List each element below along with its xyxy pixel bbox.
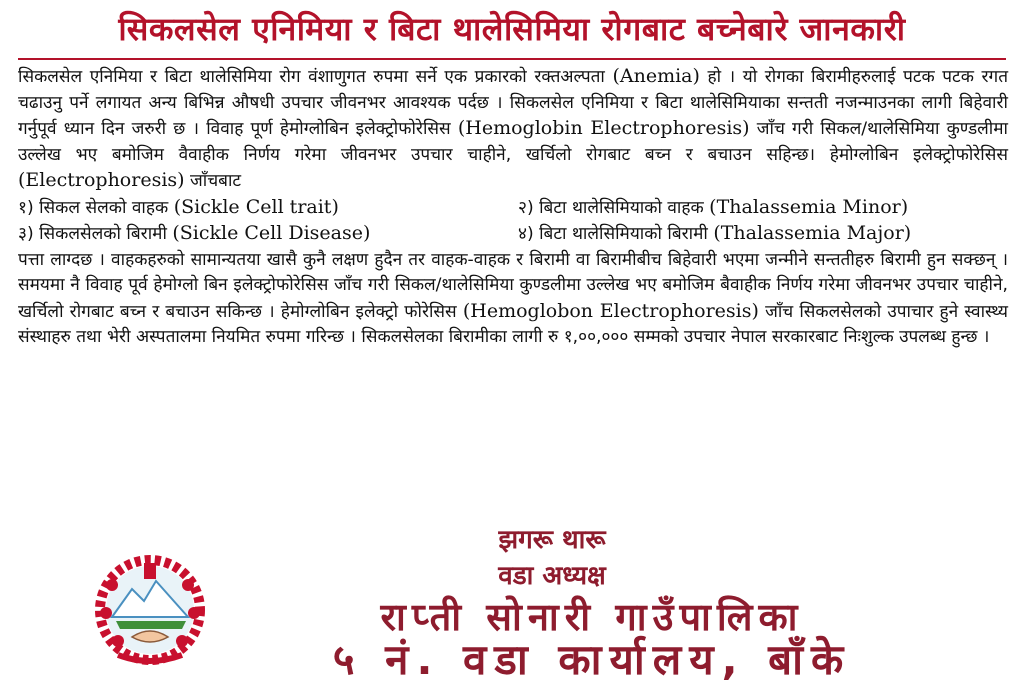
detail-text-2: जाँच सिकलसेलको उपाचार हुने स्वास्थ्य संस्थाहरु तथा भेरी अस्पतालमा नियमित रुपमा गरिन्छ । सिकलसेलका बिरामीका लागी रु १,००,००० सम्मको उपचार नेपाल सरकारबाट निःशुल्क उपलब्ध हुन्छ ।	[18, 301, 1008, 347]
ward-office-name: ५ नं. वडा कार्यालय, बाँके	[332, 635, 852, 684]
intro-text-3: जाँच गरी सिकल/थालेसिमिया कुण्डलीमा उल्लेख भए बमोजिम वैवाहीक निर्णय गरेमा जीवनभर उपचार चाहीने, खर्चिलो रोगबाट बच्न र बचाउन सहिन्छ। हेमोग्लोबिन इलेक्ट्रोफोरेसिस	[18, 119, 1008, 165]
list-item: १) सिकल सेलको वाहक (Sickle Cell trait)	[18, 195, 339, 218]
detail-en-electrophoresis: (Hemoglobon Electrophoresis)	[462, 299, 759, 322]
paragraph-detail	[18, 248, 1008, 351]
intro-text-1: सिकलसेल एनिमिया र बिटा थालेसिमिया रोग वंशाणुगत रुपमा सर्ने एक प्रकारको रक्तअल्पता	[18, 67, 613, 87]
intro-en-anemia: (Anemia)	[612, 65, 700, 87]
signatory-role: वडा अध्यक्ष	[498, 561, 606, 591]
list-item: ४) बिटा थालेसिमियाको बिरामी (Thalassemia Major)	[518, 222, 912, 244]
intro-text-4: जाँचबाट	[184, 171, 242, 191]
list-item: २) बिटा थालेसिमियाको वाहक (Thalassemia Minor)	[518, 195, 909, 218]
signatory-name: झगरू थारू	[498, 525, 606, 555]
intro-en-electrophoresis: (Electrophoresis)	[18, 169, 185, 191]
intro-en-hemoglobin: (Hemoglobin Electrophoresis)	[457, 117, 750, 139]
detail-text-1: पत्ता लाग्दछ । वाहकहरुको सामान्यतया खासै कुनै लक्षण हुदैन तर वाहक-वाहक र बिरामी वा बिरामीबीच बिहेवारी भएमा जन्मीने सन्ततीहरु बिरामी हुन सक्छन् । समयमा नै विवाह पूर्व हेमोग्लो बिन इलेक्ट्रोफोरेसिस जाँच गरी सिकल/थालेसिमिया कुण्डलीमा उल्लेख भए बमोजिम बैवाहीक निर्णय गरेमा जीवनभर उपचार चाहीने, खर्चिलो रोगबाट बच्न र बचाउन सकिन्छ । हेमोग्लोबिन इलेक्ट्रो फोरेसिस	[18, 249, 1008, 322]
findings-list	[18, 195, 1008, 248]
notice-title: सिकलसेल एनिमिया र बिटा थालेसिमिया रोगबाट बच्नेबारे जानकारी	[118, 10, 906, 48]
paragraph-intro	[18, 64, 1008, 195]
intro-text-2: हो । यो रोगका बिरामीहरुलाई पटक पटक रगत चढाउनु पर्ने लगायत अन्य बिभिन्न औषधी उपचार जीवनभर आवश्यक पर्दछ । सिकलसेल एनिमिया र बिटा थालेसिमियाका सन्तती नजन्माउनका लागी बिहेवारी गर्नुपूर्व ध्यान दिन जरुरी छ । विवाह पूर्ण हेमोग्लोबिन इलेक्ट्रोफोरेसिस	[18, 67, 1008, 139]
list-item: ३) सिकलसेलको बिरामी (Sickle Cell Disease)	[18, 222, 371, 244]
organization-name: राप्ती सोनारी गाउँपालिका	[380, 595, 804, 639]
title-divider	[18, 58, 1006, 60]
notice-body	[18, 64, 1008, 351]
